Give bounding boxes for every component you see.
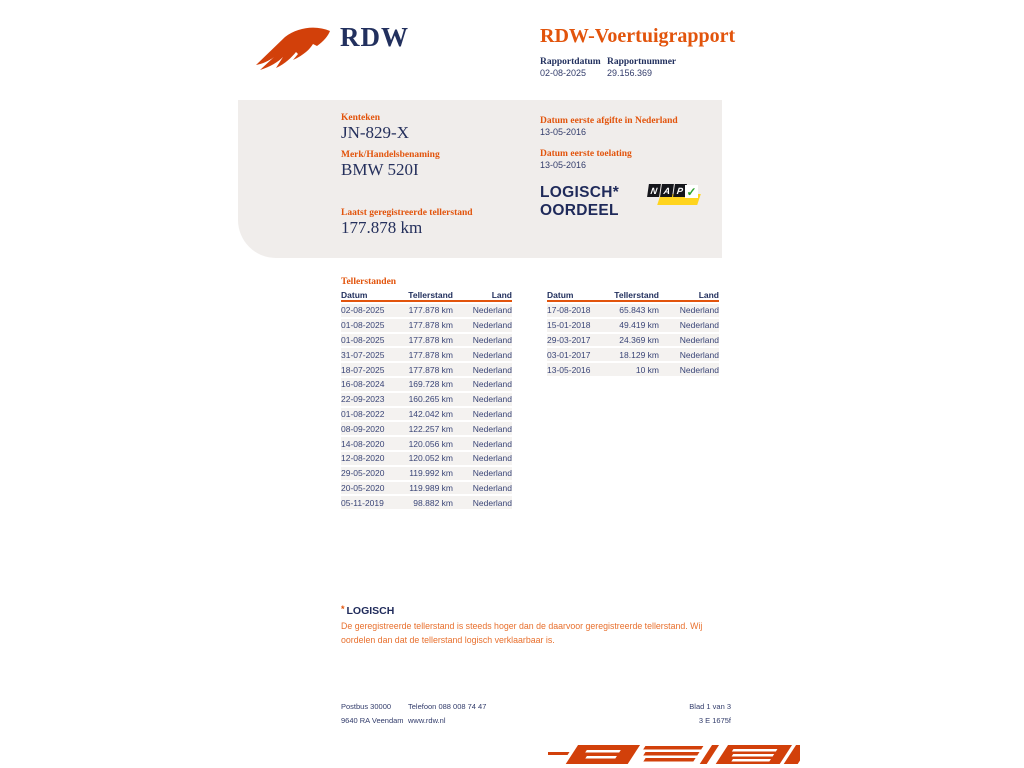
table-cell: Nederland [472,364,512,375]
oordeel-line2: OORDEEL [540,202,619,219]
table-cell: 18.129 km [619,349,659,360]
table-cell: 14-08-2020 [341,438,385,449]
footer-website: www.rdw.nl [408,716,446,725]
table-row [341,393,512,406]
toelating-value: 13-05-2016 [540,160,587,170]
table-row [341,348,512,361]
nap-letter-n: N [647,184,661,197]
table-cell: Nederland [472,379,512,390]
table-row [341,467,512,480]
table-cell: 29-05-2020 [341,468,385,479]
merk-value: BMW 520I [341,160,419,179]
table-cell: 49.419 km [619,320,659,331]
table-cell: Nederland [472,320,512,331]
table-cell: 10 km [635,364,659,375]
table-cell: Nederland [472,438,512,449]
table-cell: Nederland [472,349,512,360]
merk-label: Merk/Handelsbenaming [341,150,440,160]
table-row [341,319,512,332]
tellerstanden-section-title: Tellerstanden [341,277,397,287]
table-cell: 29-03-2017 [547,334,591,345]
table-cell: Nederland [472,423,512,434]
footer-page-number: Blad 1 van 3 [689,702,731,711]
table-cell: 31-07-2025 [341,349,385,360]
table-cell: 177.878 km [408,349,453,360]
rdw-wordmark: RDW [340,22,409,52]
footer-address-line1: Postbus 30000 [341,702,392,711]
table-row [341,378,512,391]
table-row [341,437,512,450]
col-header-land: Land [698,290,719,300]
table-row [547,304,719,317]
table-cell: 119.992 km [409,468,453,479]
table-cell: Nederland [679,349,719,360]
table-cell: 20-05-2020 [341,482,385,493]
table-cell: 12-08-2020 [341,453,385,464]
nap-logo [648,184,700,208]
table-cell: 122.257 km [408,423,453,434]
table-row [341,452,512,465]
table-row [547,334,719,347]
table-cell: 02-08-2025 [341,305,385,316]
col-header-datum: Datum [341,290,368,300]
table-row [547,348,719,361]
table-cell: Nederland [472,453,512,464]
footnote-title-text: LOGISCH [346,605,395,617]
footnote-asterisk: * [341,604,345,614]
table-cell: 120.056 km [408,438,453,449]
nap-letter-p: P [673,184,687,197]
table-cell: 169.728 km [408,379,453,390]
table-row [547,319,719,332]
footer-address [341,700,404,728]
footer-page-info [631,700,731,728]
table-cell: 01-08-2022 [341,408,385,419]
footnote-title [341,604,394,617]
col-header-tellerstand: Tellerstand [614,290,659,300]
nap-letter-a: A [660,184,674,197]
table-cell: 17-08-2018 [547,305,591,316]
report-date-value: 02-08-2025 [540,68,587,78]
table-cell: Nederland [472,408,512,419]
table-body [341,304,512,509]
table-cell: 24.369 km [619,334,659,345]
table-cell: 120.052 km [408,453,453,464]
table-row [341,334,512,347]
table-cell: 01-08-2025 [341,334,385,345]
toelating-label: Datum eerste toelating [540,149,632,159]
table-cell: 22-09-2023 [341,394,385,405]
footer-phone: Telefoon 088 008 74 47 [408,702,487,711]
table-cell: Nederland [679,334,719,345]
table-cell: Nederland [472,305,512,316]
nap-checkmark-icon: ✓ [686,184,697,199]
table-cell: 160.265 km [408,394,453,405]
table-cell: 03-01-2017 [547,349,591,360]
table-row [547,363,719,376]
table-header-row [341,290,512,302]
rdw-feather-logo-icon [252,24,334,74]
table-cell: 16-08-2024 [341,379,385,390]
table-cell: 15-01-2018 [547,320,591,331]
table-row [341,363,512,376]
afgifte-value: 13-05-2016 [540,127,587,137]
report-number-label: Rapportnummer [607,57,677,67]
table-cell: 177.878 km [408,320,453,331]
table-cell: Nederland [472,468,512,479]
table-cell: 13-05-2016 [547,364,591,375]
table-cell: Nederland [472,497,512,508]
table-cell: 08-09-2020 [341,423,385,434]
afgifte-label: Datum eerste afgifte in Nederland [540,116,678,126]
oordeel-line1: LOGISCH* [540,184,620,201]
tellerstand-value: 177.878 km [341,218,423,237]
table-row [341,304,512,317]
table-row [341,422,512,435]
table-cell: 05-11-2019 [341,497,384,508]
col-header-land: Land [491,290,512,300]
table-cell: 119.989 km [409,482,453,493]
table-cell: 177.878 km [408,364,453,375]
table-row [341,496,512,509]
tellerstand-label: Laatst geregistreerde tellerstand [341,208,473,218]
table-cell: 177.878 km [408,334,453,345]
table-cell: Nederland [472,482,512,493]
kenteken-value: JN-829-X [341,123,409,142]
kenteken-label: Kenteken [341,113,381,123]
footer-contact [408,700,486,728]
table-cell: 177.878 km [408,305,453,316]
col-header-tellerstand: Tellerstand [408,290,453,300]
table-header-row [547,290,719,302]
table-cell: 98.882 km [413,497,453,508]
footer-form-code: 3 E 1675f [698,716,731,725]
table-row [341,408,512,421]
table-row [341,482,512,495]
vehicle-summary-box [238,100,722,258]
table-cell: Nederland [679,320,719,331]
table-cell: Nederland [679,364,719,375]
table-cell: Nederland [472,334,512,345]
table-cell: 18-07-2025 [341,364,385,375]
report-date-label: Rapportdatum [540,57,601,67]
page-title: RDW-Voertuigrapport [540,25,736,47]
col-header-datum: Datum [547,290,574,300]
table-cell: 01-08-2025 [341,320,385,331]
table-cell: 65.843 km [619,305,659,316]
table-cell: 142.042 km [408,408,453,419]
table-cell: Nederland [679,305,719,316]
tellerstanden-table-right [547,290,719,378]
table-body [547,304,719,376]
footnote-text: De geregistreerde tellerstand is steeds hoger dan de daarvoor geregistreerde tellerstand. Wij oordelen dan dat de tellerstand logisch verklaarbaar is. [341,621,703,645]
oordeel-verdict [540,184,619,220]
footer-address-line2: 9640 RA Veendam [341,716,404,725]
table-cell: Nederland [472,394,512,405]
speedlines-graphic [548,742,800,768]
tellerstanden-table-left [341,290,512,511]
report-number-value: 29.156.369 [607,68,653,78]
